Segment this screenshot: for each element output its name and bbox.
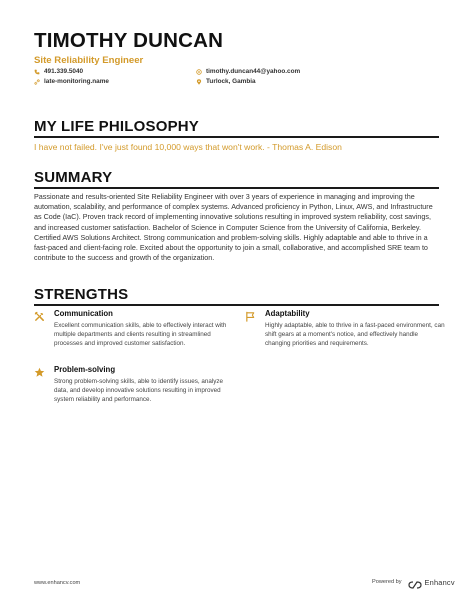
enhancv-logo-icon: [408, 577, 422, 587]
contact-phone: [34, 68, 83, 75]
strength-description: Excellent communication skills, able to effectively interact with multiple departments and clients resulting in streamlined processes and improved customer satisfaction.: [54, 322, 227, 348]
strength-description: Highly adaptable, able to thrive in a fast-paced environment, can shift gears at a moment's notice, and effectively handle changing priorities and requirements.: [265, 322, 445, 348]
candidate-role: Site Reliability Engineer: [34, 55, 144, 66]
philosophy-quote: I have not failed. I've just found 10,000 ways that won't work. - Thomas A. Edison: [34, 142, 342, 152]
summary-heading: SUMMARY: [34, 169, 113, 186]
philosophy-divider: [34, 136, 439, 138]
strength-item-adaptability: [245, 309, 445, 349]
powered-by-label: Powered by: [372, 579, 402, 585]
strength-title: Adaptability: [265, 309, 310, 318]
strength-description: Strong problem-solving skills, able to identify issues, analyze data, and develop innovative solutions resulting in improved system reliability and performance.: [54, 378, 224, 404]
contact-location: [196, 78, 256, 85]
strength-title: Problem-solving: [54, 365, 116, 374]
location-text: Turlock, Gambia: [206, 78, 256, 85]
link-icon: [34, 79, 40, 85]
contact-link[interactable]: [34, 78, 109, 85]
star-icon: [34, 365, 45, 376]
at-icon: [196, 69, 202, 75]
strength-item-problem-solving: [34, 365, 234, 405]
philosophy-heading: MY LIFE PHILOSOPHY: [34, 118, 200, 135]
summary-divider: [34, 187, 439, 189]
strengths-heading: STRENGTHS: [34, 286, 129, 303]
phone-text: 491.339.5040: [44, 68, 84, 75]
summary-text: Passionate and results-oriented Site Reliability Engineer with over 3 years of experience in managing and improving the automation, scalability, and performance of complex systems. Advanced proficiency in Python, Linux, AWS, and Infrastructure as Code (IaC). Proven track record of implementing innovative solutions resulting in improved system reliability, cost savings, and increased customer satisfaction. Bachelor of Science in Computer Science from the University of California, Berkeley. Certified AWS Solutions Architect. Strong communication and problem-solving skills. Highly adaptable and able to thrive in a fast-paced and client-facing role. Excited about the opportunity to join a small, collaborative, and accomplished SRE team to contribute to the success and growth of the organization.: [34, 192, 433, 263]
email-text: timothy.duncan44@yahoo.com: [206, 68, 301, 75]
footer-branding[interactable]: [372, 577, 455, 587]
strength-title: Communication: [54, 309, 113, 318]
brand-name: Enhancv: [424, 577, 455, 587]
footer-website[interactable]: www.enhancv.com: [34, 580, 81, 586]
tools-icon: [34, 309, 45, 320]
phone-icon: [34, 69, 40, 75]
link-text: late-monitoring.name: [44, 78, 109, 85]
location-pin-icon: [196, 79, 202, 85]
candidate-name: TIMOTHY DUNCAN: [34, 29, 224, 52]
strength-item-communication: [34, 309, 234, 359]
contact-email[interactable]: [196, 68, 300, 75]
strengths-divider: [34, 304, 439, 306]
flag-icon: [245, 309, 256, 320]
